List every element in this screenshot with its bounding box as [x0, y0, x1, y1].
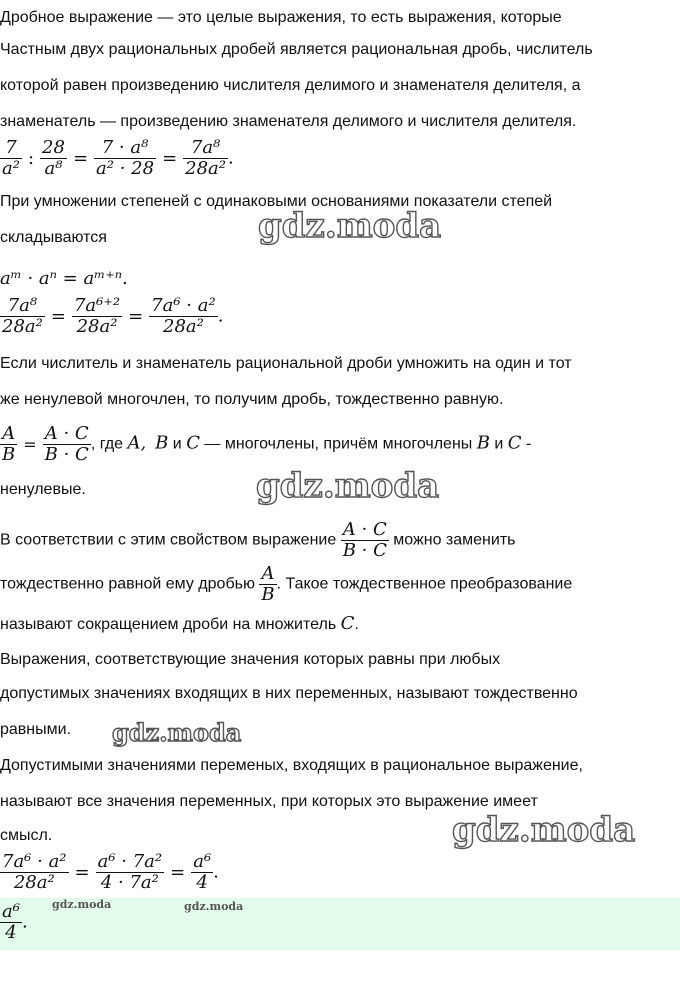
text-line: В соответствии с этим свойством выражение $\frac{A \cdot C}{B \cdot C}$ можно заменить	[0, 519, 516, 561]
text-line: Дробное выражение — это целые выражения, то есть выражения, которые	[0, 9, 562, 26]
watermark: gdz.moda	[112, 718, 242, 747]
text-line: же ненулевой многочлен, то получим дробь, тождественно равную.	[0, 391, 504, 408]
fraction: $\frac{7}{\text{a²}}$	[2, 137, 20, 179]
fraction: $\frac{\text{7 · a⁸}}{\text{a² · 28}}$	[96, 137, 155, 179]
text-line: тождественно равной ему дробью $\frac{A}{B}$ . Такое тождественное преобразование	[0, 563, 573, 605]
text-line: которой равен произведению числителя делимого и знаменателя делителя, а	[0, 77, 581, 94]
watermark: gdz.moda	[258, 206, 442, 246]
watermark: gdz.moda	[256, 466, 440, 506]
text-line: знаменатель — произведению знаменателя делимого и числителя делителя.	[0, 113, 577, 130]
text-line: Частным двух рациональных дробей является рациональная дробь, числитель	[0, 41, 593, 58]
text-line: складываются	[0, 229, 107, 246]
equation-simplify: $\frac{\text{7a⁶ · a²}}{\text{28a²}}$ = $\frac{\text{a⁶ · 7a²}}{\text{4 · 7a²}}$ = $\frac{\text{a⁶}}{4}$ .	[2, 851, 219, 893]
text-line: Если числитель и знаменатель рациональной дроби умножить на один и тот	[0, 355, 572, 372]
equation-expansion: $\frac{\text{7a⁸}}{\text{28a²}}$ = $\frac{\text{7a⁶⁺²}}{\text{28a²}}$ = $\frac{\text{7a⁶ · a²}}{\text{28a²}}$ .	[2, 295, 224, 337]
text-line: Допустимыми значениями переменых, входящих в рациональное выражение,	[0, 757, 583, 774]
equation-quotient: $\frac{7}{\text{a²}}$ : $\frac{28}{\text{a⁸}}$ = $\frac{\text{7 · a⁸}}{\text{a² · 28}}$ = $\frac{\text{7a⁸}}{\text{28a²}}$ .	[2, 137, 234, 179]
text-line: ненулевые.	[0, 481, 86, 498]
text-line: равными.	[0, 721, 72, 738]
text-line: При умножении степеней с одинаковыми основаниями показатели степей	[0, 193, 553, 210]
answer-value: $\frac{\text{a⁶}}{4}$ .	[2, 901, 28, 943]
fraction: $\frac{\text{7a⁸}}{\text{28a²}}$	[185, 137, 227, 179]
property-line: $\frac{A}{B}$ = $\frac{A \cdot C}{B \cdot C}$ , где A, B и C — многочлены, причём многочлены B и C -	[2, 423, 532, 465]
watermark: gdz.moda	[184, 900, 244, 913]
fraction: $\frac{28}{\text{a⁸}}$	[42, 137, 65, 179]
watermark: gdz.moda	[52, 898, 112, 911]
text-line: смысл.	[0, 827, 53, 844]
equation-powers: aᵐ · aⁿ = aᵐ⁺ⁿ.	[0, 268, 128, 289]
watermark: gdz.moda	[452, 810, 636, 850]
text-line: Выражения, соответствующие значения которых равны при любых	[0, 651, 501, 668]
text-line: допустимых значениях входящих в них переменных, называют тождественно	[0, 685, 578, 702]
text-line: называют сокращением дроби на множитель C.	[0, 613, 359, 634]
text-line: называют все значения переменных, при которых это выражение имеет	[0, 793, 538, 810]
